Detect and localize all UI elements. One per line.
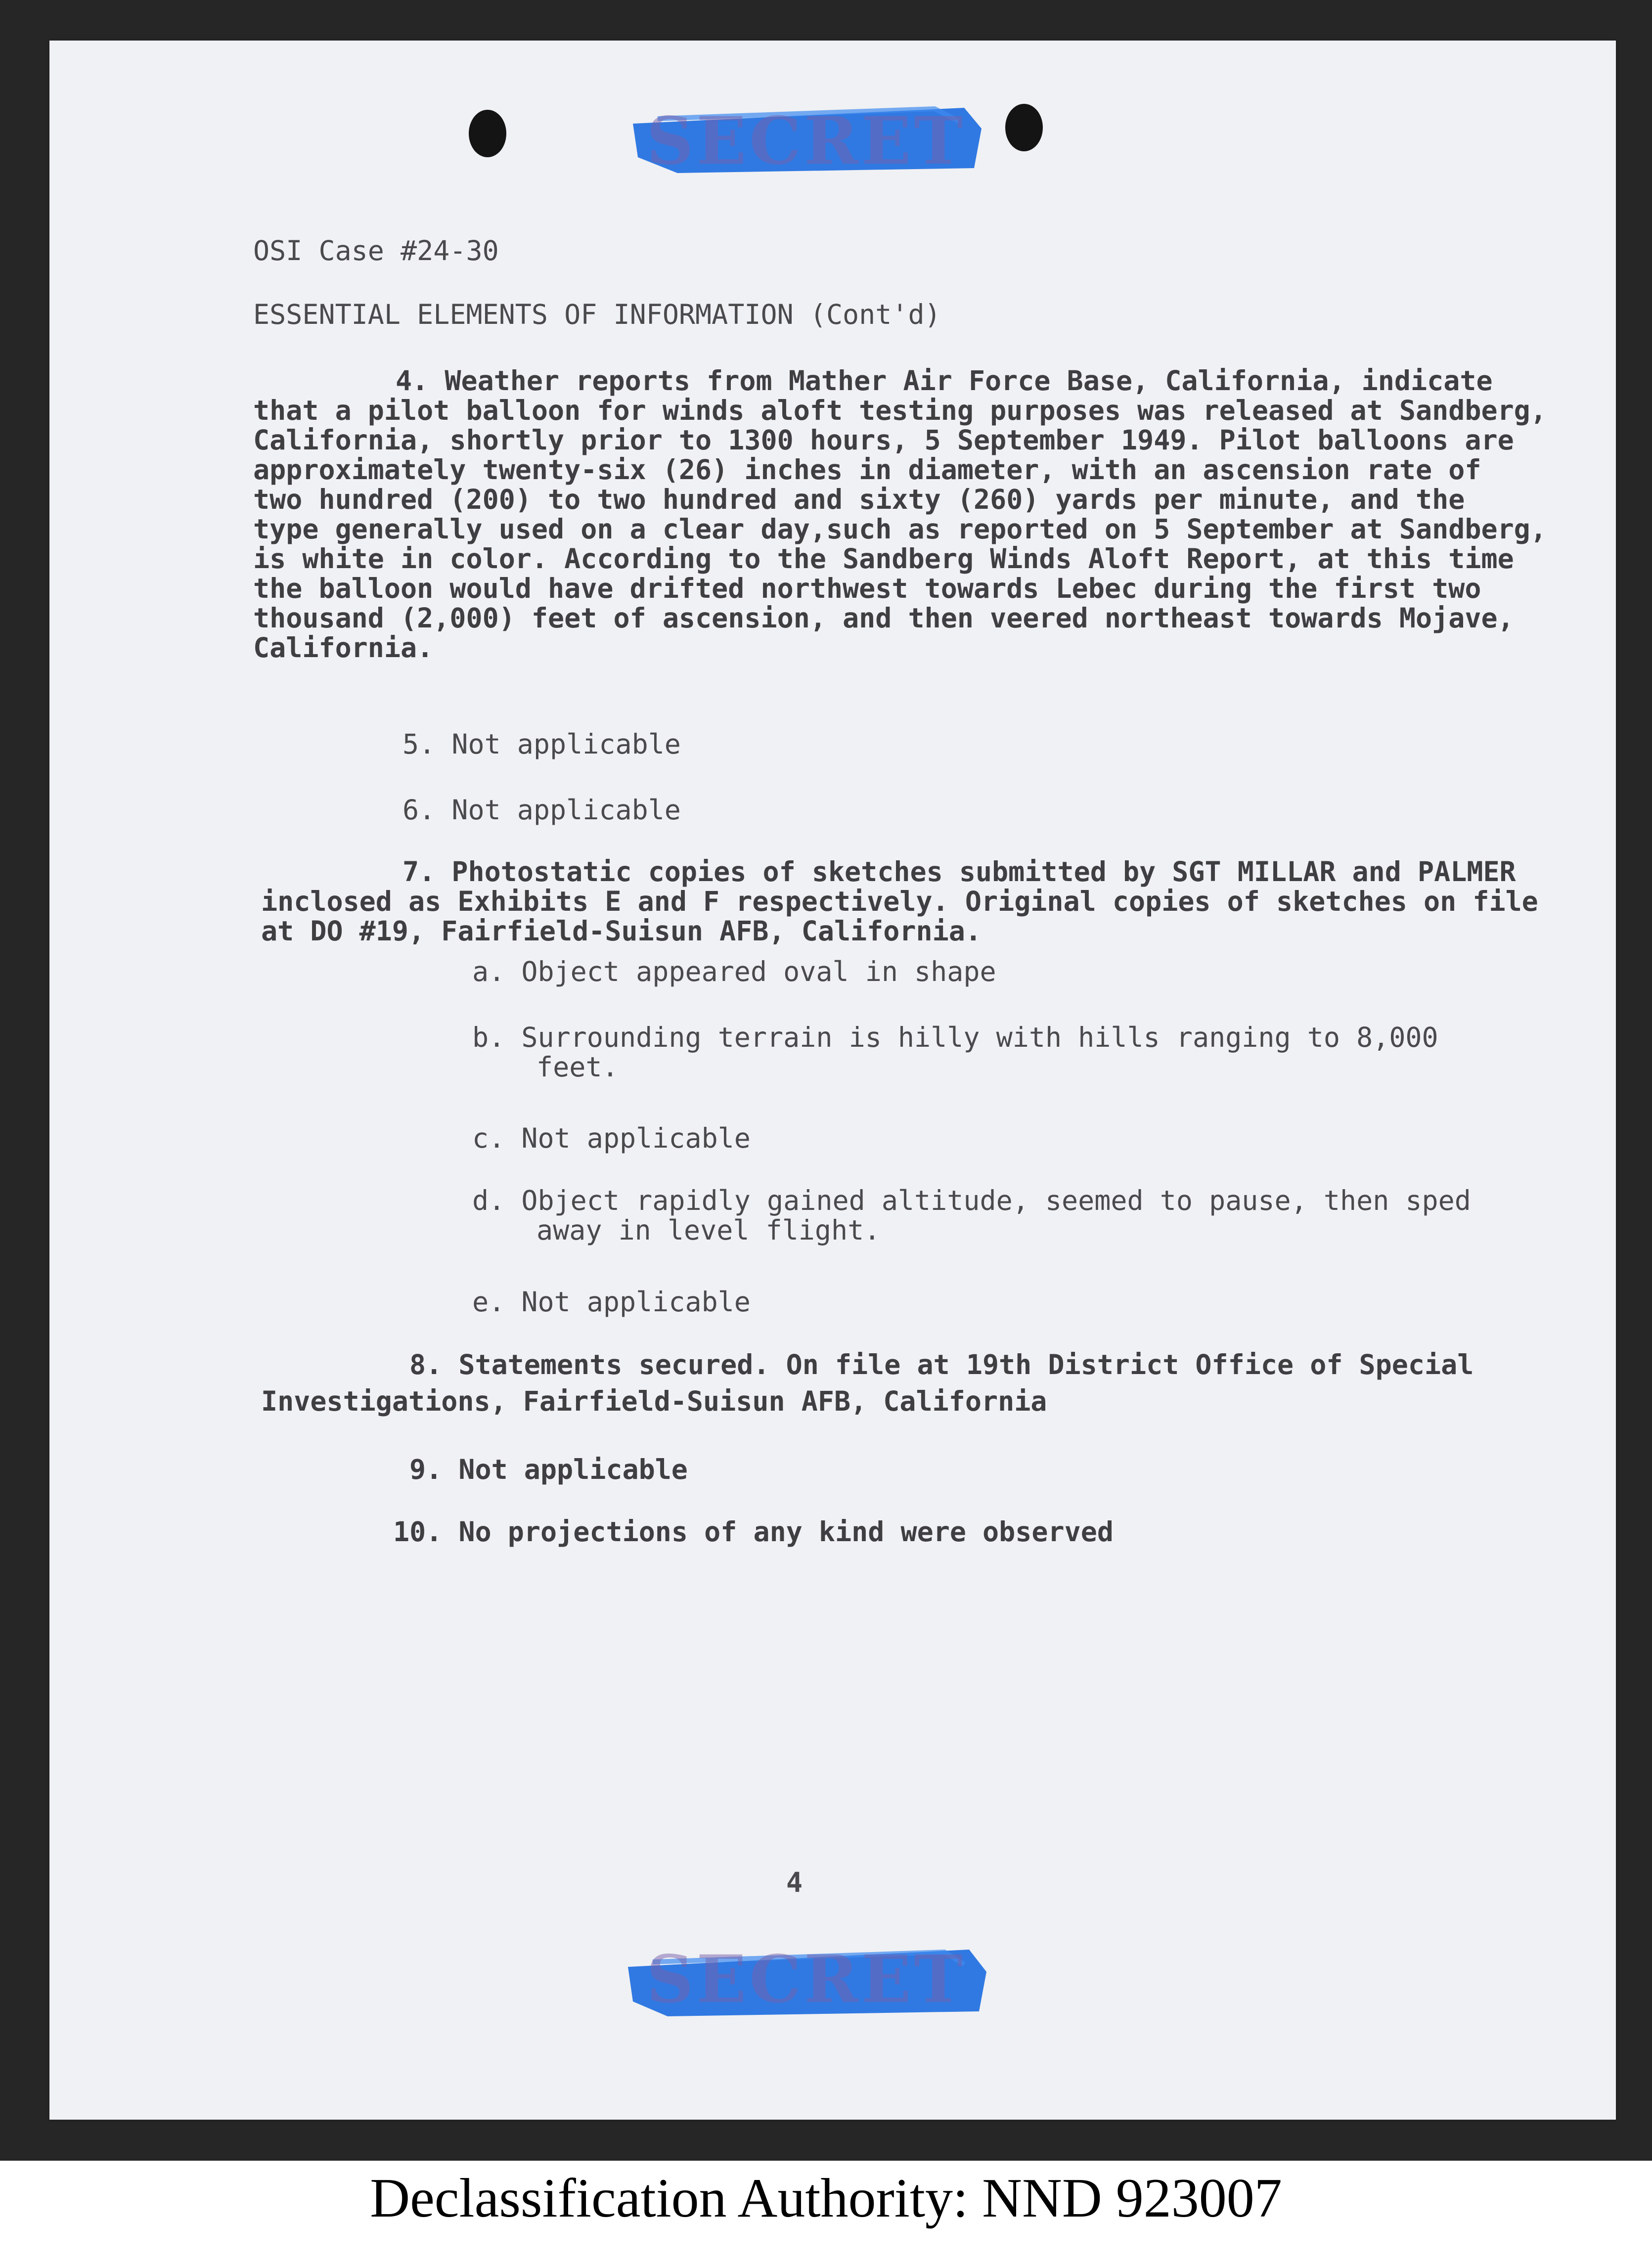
para-8-line: 8. Statements secured. On file at 19th District Office of Special bbox=[409, 1349, 1474, 1380]
punch-hole-right bbox=[1005, 104, 1043, 151]
para-4-line: California, shortly prior to 1300 hours, 5 September 1949. Pilot balloons are bbox=[253, 424, 1514, 456]
document-page bbox=[49, 41, 1616, 2120]
para-10: 10. No projections of any kind were observed bbox=[393, 1516, 1114, 1548]
para-6: 6. Not applicable bbox=[402, 794, 681, 826]
section-title: ESSENTIAL ELEMENTS OF INFORMATION (Cont'd) bbox=[253, 299, 941, 330]
secret-stamp-bottom bbox=[618, 1937, 994, 2021]
para-7-line: 7. Photostatic copies of sketches submitted by SGT MILLAR and PALMER bbox=[402, 856, 1516, 888]
para-4-line: is white in color. According to the Sandberg Winds Aloft Report, at this time bbox=[253, 543, 1514, 575]
stamp-text-top: SECRET bbox=[646, 103, 966, 179]
para-7-item-d-cont: away in level flight. bbox=[536, 1214, 881, 1246]
para-7-item-d: d. Object rapidly gained altitude, seemed to pause, then sped bbox=[472, 1185, 1471, 1216]
para-7-item-b-cont: feet. bbox=[536, 1051, 619, 1083]
para-7-item-a: a. Object appeared oval in shape bbox=[472, 956, 996, 987]
para-7-line: inclosed as Exhibits E and F respectively. Original copies of sketches on file bbox=[261, 886, 1538, 917]
para-4-line: approximately twenty-six (26) inches in diameter, with an ascension rate of bbox=[253, 454, 1481, 486]
para-4-line: type generally used on a clear day,such as reported on 5 September at Sandberg, bbox=[253, 513, 1547, 545]
para-7-line: at DO #19, Fairfield-Suisun AFB, California. bbox=[261, 915, 982, 947]
para-4-line: 4. Weather reports from Mather Air Force Base, California, indicate bbox=[396, 365, 1493, 397]
para-9: 9. Not applicable bbox=[409, 1454, 688, 1485]
para-4-line: two hundred (200) to two hundred and sixty (260) yards per minute, and the bbox=[253, 484, 1465, 515]
para-7-item-b: b. Surrounding terrain is hilly with hills ranging to 8,000 bbox=[472, 1022, 1438, 1053]
para-7-item-e: e. Not applicable bbox=[472, 1286, 751, 1318]
case-number: OSI Case #24-30 bbox=[253, 235, 499, 267]
punch-hole-left bbox=[469, 110, 506, 157]
para-4-line: thousand (2,000) feet of ascension, and then veered northeast towards Mojave, bbox=[253, 602, 1514, 634]
page-number: 4 bbox=[786, 1867, 803, 1898]
secret-stamp-top bbox=[618, 99, 994, 183]
para-4-line: that a pilot balloon for winds aloft testing purposes was released at Sandberg, bbox=[253, 395, 1547, 426]
para-4-line: California. bbox=[253, 632, 434, 664]
para-5: 5. Not applicable bbox=[402, 728, 681, 760]
para-7-item-c: c. Not applicable bbox=[472, 1122, 751, 1154]
para-8-line: Investigations, Fairfield-Suisun AFB, California bbox=[261, 1385, 1047, 1417]
para-4-line: the balloon would have drifted northwest towards Lebec during the first two bbox=[253, 573, 1481, 604]
declassification-authority: Declassification Authority: NND 923007 bbox=[370, 2168, 1282, 2229]
stamp-text-bottom: SECRET bbox=[646, 1941, 966, 2018]
